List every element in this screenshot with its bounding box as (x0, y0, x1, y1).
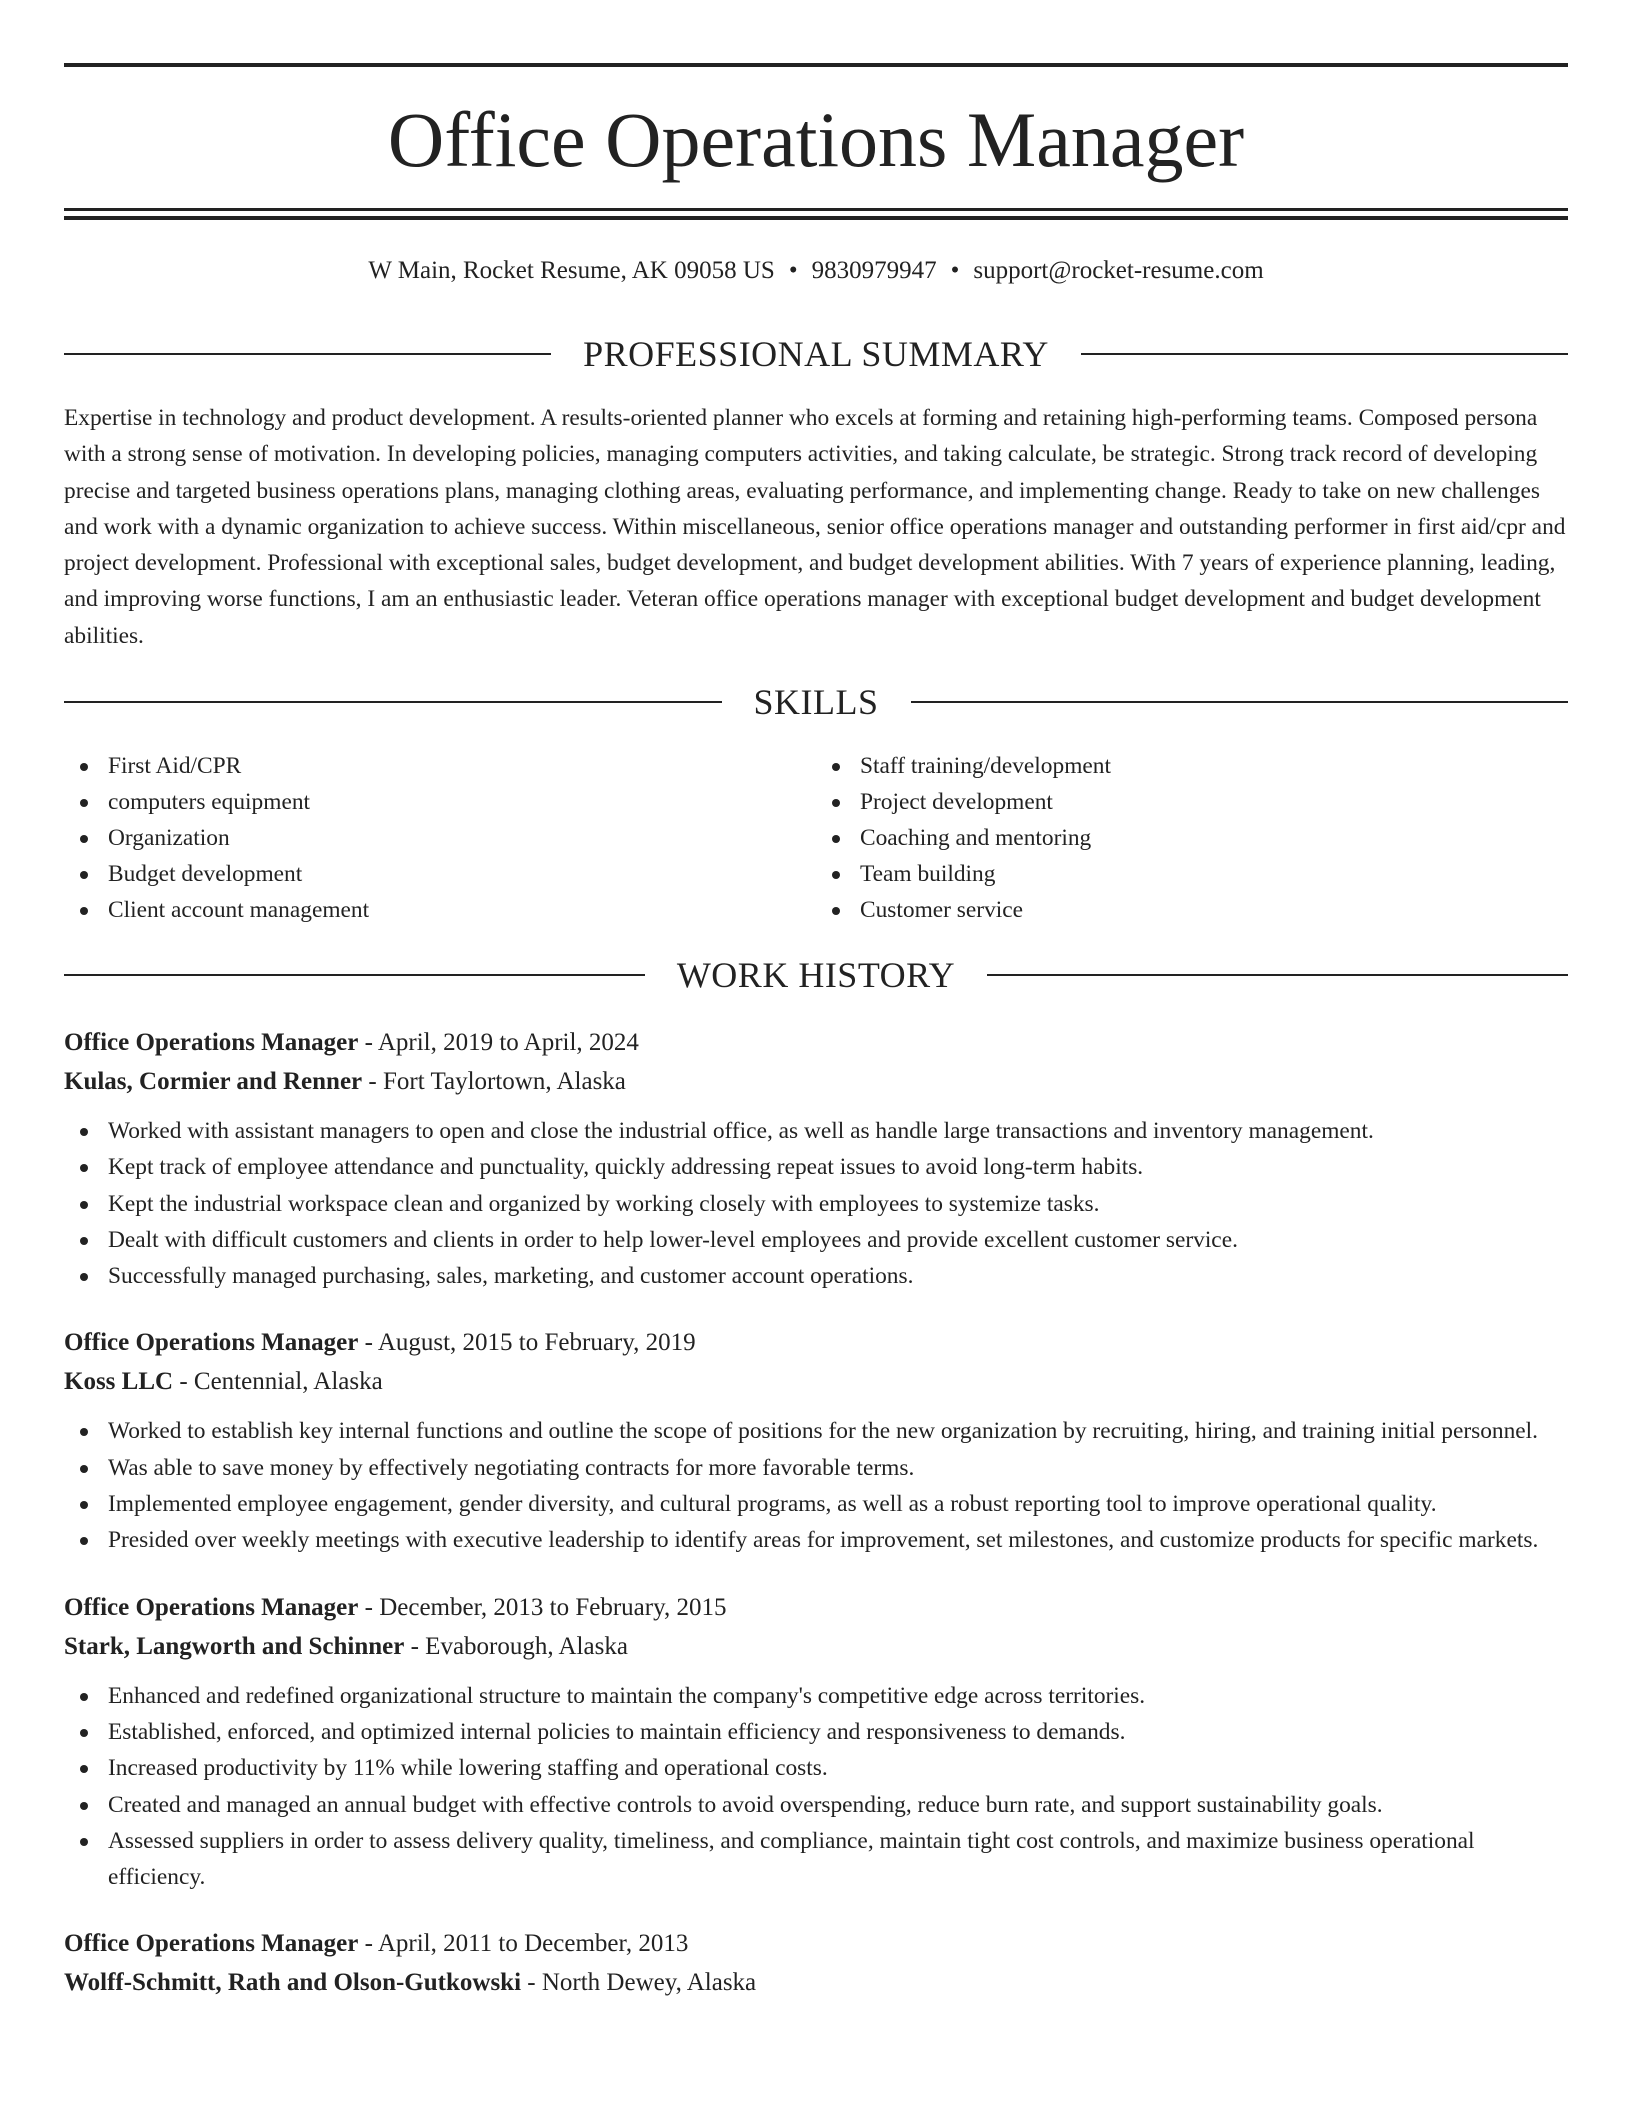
job-dates: - August, 2015 to February, 2019 (358, 1329, 696, 1357)
job-bullet (64, 1823, 1568, 1896)
skill-label: computers equipment (108, 789, 311, 815)
bullet-icon (80, 835, 88, 843)
contact-phone: 9830979947 (811, 257, 937, 284)
skill-label: Staff training/development (860, 753, 1111, 779)
skill-label: Team building (860, 861, 996, 887)
job-bullet-text: Implemented employee engagement, gender diversity, and cultural programs, as well as a robust reporting tool to improve operational quality. (108, 1491, 1437, 1518)
summary-heading (64, 332, 1568, 376)
bullet-icon (80, 763, 88, 771)
skill-item (816, 820, 1568, 856)
heading-rule (64, 974, 645, 976)
job-title: Office Operations Manager (64, 1930, 359, 1958)
work-history-list (64, 1023, 1568, 2031)
contact-address: W Main, Rocket Resume, AK 09058 US (368, 257, 775, 284)
job-bullet (64, 1222, 1568, 1258)
job-dates: - April, 2019 to April, 2024 (358, 1029, 639, 1056)
skills-list (64, 748, 1568, 928)
bullet-icon (80, 1128, 88, 1136)
job-bullet (64, 1787, 1568, 1823)
job-bullet-text: Successfully managed purchasing, sales, marketing, and customer account operations. (108, 1263, 914, 1290)
bullet-icon (80, 1729, 88, 1737)
skill-item (816, 748, 1568, 784)
skill-label: Budget development (108, 861, 303, 887)
skill-item (64, 784, 816, 820)
job-bullet-text: Increased productivity by 11% while lowering staffing and operational costs. (108, 1755, 828, 1782)
job-bullet (64, 1186, 1568, 1222)
bullet-icon (80, 1201, 88, 1209)
bullet-icon (80, 1838, 88, 1846)
job-bullet (64, 1486, 1568, 1522)
job-title: Office Operations Manager (64, 1329, 359, 1357)
job-company: Koss LLC (64, 1368, 174, 1396)
header-top-rule (64, 63, 1568, 67)
heading-rule (1081, 353, 1568, 355)
job-bullet-text: Kept track of employee attendance and punctuality, quickly addressing repeat issues to avoid long-term habits. (108, 1154, 1144, 1181)
job-bullet-text: Assessed suppliers in order to assess delivery quality, timeliness, and compliance, maintain tight cost controls, and maximize business operational efficiency. (108, 1827, 1475, 1891)
bullet-icon (832, 907, 840, 915)
bullet-icon (80, 1428, 88, 1436)
summary-heading-title: PROFESSIONAL SUMMARY (583, 334, 1049, 374)
job-bullet (64, 1258, 1568, 1294)
job-company-line (64, 1362, 1568, 1401)
job-company: Stark, Langworth and Schinner (64, 1632, 405, 1660)
job-bullet (64, 1413, 1568, 1449)
summary-paragraph: Expertise in technology and product development. A results-oriented planner who excels at forming and retaining high-performing teams. Composed persona with a strong sense of motivation. In developing policies, managing computers activities, and taking calculate, be strategic. Strong track record of developing precise and targeted business operations plans, managing clothing areas, evaluating performance, and implementing change. Ready to take on new challenges and work with a dynamic organization to achieve success. Within miscellaneous, senior office operations manager and outstanding performer in first aid/cpr and project development. Professional with exceptional sales, budget development, and budget development abilities. With 7 years of experience planning, leading, and improving worse functions, I am an enthusiastic leader. Veteran office operations manager with exceptional budget development and budget development abilities. (64, 405, 1566, 649)
bullet-icon (80, 799, 88, 807)
heading-rule (64, 353, 551, 355)
job-bullet-text: Kept the industrial workspace clean and organized by working closely with employees to systemize tasks. (108, 1190, 1100, 1217)
skill-label: Customer service (860, 897, 1024, 923)
job-bullet-text: Presided over weekly meetings with executive leadership to identify areas for improvement, set milestones, and customize products for specific markets. (108, 1527, 1539, 1554)
skill-item (64, 856, 816, 892)
skill-item (64, 892, 816, 928)
page-title: Office Operations Manager (387, 96, 1245, 183)
bullet-icon (832, 835, 840, 843)
job-bullets (64, 1413, 1568, 1558)
skills-heading-title: SKILLS (753, 682, 879, 722)
job-company: Kulas, Cormier and Renner (64, 1068, 363, 1095)
job-bullet-text: Was able to save money by effectively negotiating contracts for more favorable terms. (108, 1454, 915, 1481)
bullet-icon (832, 763, 840, 771)
job-entry (64, 1323, 1568, 1558)
job-entry (64, 1924, 1568, 2002)
contact-separator: • (950, 257, 960, 284)
work-history-heading-title: WORK HISTORY (676, 955, 956, 995)
bullet-icon (80, 1237, 88, 1245)
contact-separator: • (788, 257, 798, 284)
heading-rule (987, 974, 1568, 976)
job-entry (64, 1588, 1568, 1896)
job-title-line (64, 1588, 1568, 1627)
job-company-line (64, 1627, 1568, 1666)
contact-line (64, 254, 1568, 288)
job-company-line (64, 1062, 1568, 1101)
skill-item (816, 784, 1568, 820)
job-entry (64, 1023, 1568, 1294)
job-title-line (64, 1924, 1568, 1963)
job-bullet-text: Dealt with difficult customers and clients in order to help lower-level employees and provide excellent customer service. (108, 1226, 1238, 1253)
job-company-line (64, 1963, 1568, 2002)
contact-email: support@rocket-resume.com (973, 257, 1264, 284)
work-history-heading (64, 953, 1568, 997)
bullet-icon (80, 1802, 88, 1810)
job-bullets (64, 1113, 1568, 1294)
bullet-icon (80, 1164, 88, 1172)
job-bullet (64, 1522, 1568, 1558)
job-bullet-text: Enhanced and redefined organizational structure to maintain the company's competitive edge across territories. (108, 1682, 1146, 1709)
bullet-icon (832, 799, 840, 807)
skill-item (64, 820, 816, 856)
job-location: - Evaborough, Alaska (404, 1632, 628, 1660)
job-bullet-text: Worked with assistant managers to open and close the industrial office, as well as handle large transactions and inventory management. (108, 1118, 1374, 1144)
skill-label: Client account management (108, 897, 370, 923)
job-title: Office Operations Manager (64, 1029, 359, 1056)
skill-item (64, 748, 816, 784)
job-bullet (64, 1750, 1568, 1786)
skills-heading (64, 680, 1568, 724)
skill-item (816, 892, 1568, 928)
job-bullet (64, 1113, 1568, 1149)
heading-rule (911, 701, 1569, 703)
skill-item (816, 856, 1568, 892)
job-dates: - April, 2011 to December, 2013 (358, 1930, 689, 1958)
job-title-line (64, 1323, 1568, 1362)
skill-label: Coaching and mentoring (860, 825, 1092, 851)
bullet-icon (80, 871, 88, 879)
job-title: Office Operations Manager (64, 1593, 359, 1621)
bullet-icon (80, 907, 88, 915)
bullet-icon (832, 871, 840, 879)
job-location: - Centennial, Alaska (173, 1368, 383, 1396)
job-bullet (64, 1678, 1568, 1714)
bullet-icon (80, 1765, 88, 1773)
bullet-icon (80, 1537, 88, 1545)
bullet-icon (80, 1465, 88, 1473)
job-bullet-text: Established, enforced, and optimized internal policies to maintain efficiency and responsiveness to demands. (108, 1718, 1126, 1745)
job-bullets (64, 1678, 1568, 1896)
skills-column-right (816, 748, 1568, 928)
skill-label: First Aid/CPR (108, 753, 242, 779)
skill-label: Project development (860, 789, 1053, 815)
job-bullet (64, 1450, 1568, 1486)
job-title-line (64, 1023, 1568, 1062)
job-location: - North Dewey, Alaska (521, 1969, 757, 1997)
job-bullet (64, 1149, 1568, 1185)
job-company: Wolff-Schmitt, Rath and Olson-Gutkowski (64, 1969, 522, 1997)
job-bullet-text: Created and managed an annual budget with effective controls to avoid overspending, reduce burn rate, and support sustainability goals. (108, 1791, 1383, 1818)
job-location: - Fort Taylortown, Alaska (362, 1068, 626, 1095)
job-dates: - December, 2013 to February, 2015 (358, 1593, 727, 1621)
job-bullet-text: Worked to establish key internal functions and outline the scope of positions for the new organization by recruiting, hiring, and training initial personnel. (108, 1418, 1539, 1445)
header-double-rule (64, 208, 1568, 220)
heading-rule (64, 701, 722, 703)
job-bullet (64, 1714, 1568, 1750)
bullet-icon (80, 1501, 88, 1509)
skills-column-left (64, 748, 816, 928)
bullet-icon (80, 1273, 88, 1281)
skill-label: Organization (108, 825, 230, 851)
bullet-icon (80, 1693, 88, 1701)
